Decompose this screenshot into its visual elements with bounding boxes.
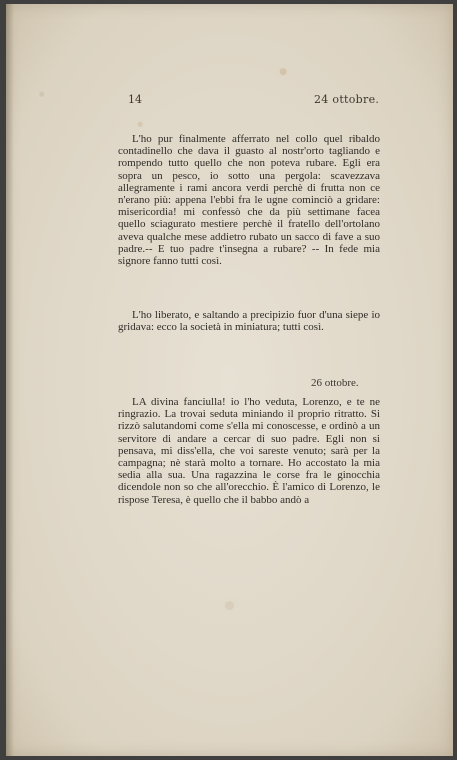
paragraph: L'ho liberato, e saltando a precipizio fuor d'una siepe io gridava: ecco la società in miniatura; tutti così. (118, 309, 380, 334)
entry-date: 26 ottobre. (311, 377, 359, 389)
paragraph: LA divina fanciulla! io l'ho veduta, Lorenzo, e te ne ringrazio. La trovai seduta miniando il proprio ritratto. Si rizzò salutandomi come s'ella mi conoscesse, e ordinò a un servitore di andare a cercar di suo padre. Egli non si pensava, mi diss'ella, che voi sareste venuto; sarà per la campagna; nè starà molto a tornare. Ho accostato la mia sedia alla sua. Una ragazzina le corse fra le ginocchia dicendole non so che all'orecchio. È l'amico di Lorenzo, le rispose Teresa, è quello che il babbo andò a (118, 396, 380, 506)
entry-date: 24 ottobre. (314, 93, 380, 106)
entry-1-paragraph-2 (118, 309, 380, 333)
page-number: 14 (128, 93, 142, 106)
entry-2-paragraph-1 (118, 396, 380, 506)
paragraph: L'ho pur finalmente afferrato nel collo quel ribaldo contadinello che dava il guasto al nostr'orto tagliando e rompendo tutto quello che non poteva rubare. Egli era sopra un pesco, io sotto una pergola: scavezzava allegramente i rami ancora verdi perchè di frutta non ce n'erano più: appena l'ebbi fra le ugne cominciò a gridare: misericordia! mi confessò che da più settimane facea quello sciagurato mestiere perchè il fratello dell'ortolano aveva qualche mese addietro rubato un sacco di fave a suo padre.-- E tuo padre t'insegna a rubare? -- In fede mia signore fanno tutti così. (118, 133, 380, 268)
book-page (6, 4, 453, 756)
entry-1-paragraph-1 (118, 133, 380, 267)
binding-shadow (6, 4, 14, 756)
